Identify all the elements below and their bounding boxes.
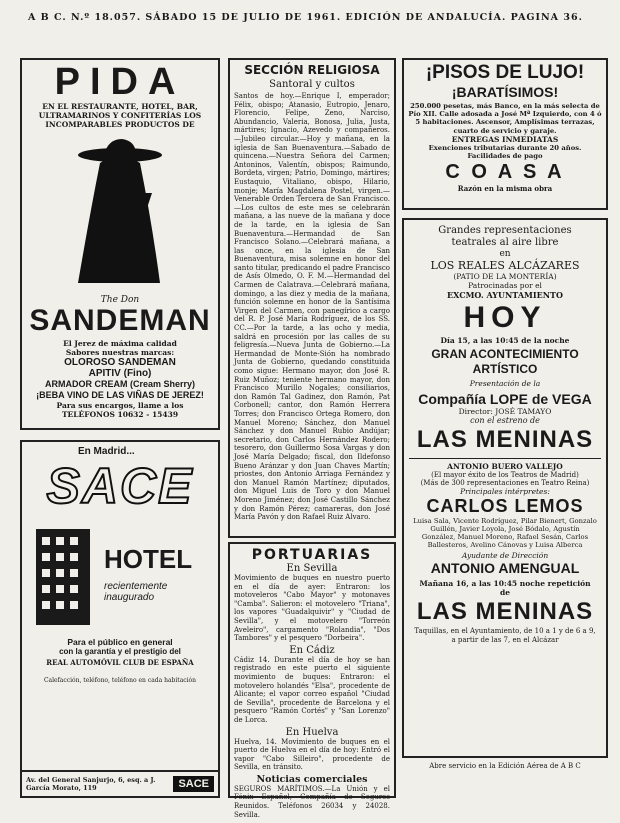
theatre-venue-sub: (PATIO DE LA MONTERÍA)	[453, 272, 557, 281]
sace-city: En Madrid...	[78, 446, 135, 457]
pisos-exenciones: Exenciones tributarias durante 20 años. Facilidades de pago	[428, 143, 582, 160]
sandeman-brand: SANDEMAN	[29, 304, 211, 337]
the-don-label: The Don	[100, 295, 140, 305]
theatre-play-2: LAS MENINAS	[416, 598, 594, 625]
hotel-building-image	[28, 519, 98, 629]
theatre-venue: LOS REALES ALCÁZARES	[430, 259, 580, 272]
theatre-asistente: ANTONIO AMENGUAL	[430, 560, 580, 576]
don-silhouette-image	[60, 133, 180, 293]
portuarias-section	[228, 542, 396, 819]
pisos-title: ¡PISOS DE LUJO!	[425, 62, 585, 83]
portuarias-title: PORTUARIAS	[251, 547, 373, 563]
religious-subtitle: Santoral y cultos	[269, 79, 355, 90]
sace-address: Av. del General Sanjurjo, 6, esq. a J. García Morato, 119	[26, 776, 156, 792]
theatre-actor: CARLOS LEMOS	[426, 496, 584, 516]
hotel-sub1: recientemente	[104, 581, 168, 592]
theatre-ayto: EXCMO. AYUNTAMIENTO	[447, 290, 563, 300]
sandeman-product-1: OLOROSO SANDEMAN	[64, 357, 176, 368]
theatre-gran: GRAN ACONTECIMIENTO ARTÍSTICO	[431, 347, 579, 376]
theatre-reps: (Más de 300 representaciones en Teatro Reina)	[420, 479, 590, 487]
news-text: SEGUROS MARÍTIMOS.—La Unión y el Fénix Español, Compañía de Seguros Reunidos. Teléfonos 26034 y 24028. Sevilla.	[234, 784, 390, 819]
theatre-director: Director: JOSÉ TAMAYO	[458, 407, 552, 416]
sandeman-orders: Para sus encargos, llame a los TELÉFONOS 10632 - 15439	[56, 401, 184, 419]
sace-hotel-ad	[20, 440, 220, 798]
sace-badge: SACE	[173, 776, 214, 792]
pisos-entregas: ENTREGAS INMEDIATAS	[451, 134, 559, 144]
theatre-cast: Luisa Sala, Vicente Rodríguez, Pilar Bienert, Gonzalo Guillén, Javier Loyola, José Bódalo, Agustín González, Manuel Moreno, Rafael Sesán, Carlos Ballesteros, Avelino Cánovas y Luisa Alberca	[413, 517, 597, 549]
hotel-title: HOTEL	[104, 544, 193, 574]
don-cape	[78, 159, 160, 284]
sace-club: REAL AUTOMÓVIL CLUB DE ESPAÑA	[46, 658, 194, 667]
pida-headline: PIDA	[54, 61, 186, 103]
theatre-tickets: Taquillas, en el Ayuntamiento, de 10 a 1 y de 6 a 9, a partir de las 7, en el Alcázar	[414, 627, 596, 644]
sandeman-product-2: APITIV (Fino)	[88, 368, 152, 379]
theatre-en: en	[499, 249, 511, 259]
pisos-ad	[402, 58, 608, 210]
sandeman-line1: El Jerez de máxima calidad	[63, 339, 177, 348]
religious-text: Santos de hoy.—Enrique I, emperador; Félix, obispo; Atanasio, Eutropio, Jenaro, Florencio, Felipe, Zeno, Narciso, Abundancio, Valeria, Bonosa, Julia, Justa, mártires; Ignacio, Azevedo y compañeros.—Jubileo circular.—Hoy y mañana, en la iglesia de San Buenaventura.—Sabado de quincena.—Nuestra Señora del Carmen; Antoninos, Valentín, obispos; Raimundo, Bordeta, virgen; Patrio, Domingo, mártires; Eustaquio, Vitaliano, obispo, Hilario, monje; María Magdalena Postel, virgen.—Venerable Orden Tercera de San Francisco.—Los cultos de este mes se celebrarán mañana, a las nueve de la mañana y doce de la tarde, en la iglesia de San Buenaventura.—Hermandad de San Francisco Solano.—Celebrará mañana, a las once, en la iglesia de San Buenaventura, misa solemne en honor del santo titular, predicando el padre Francisco de Asís Olmedo, O. F. M.—Hermandad del Carmen de Calatrava.—Celebrará mañana, domingo, a las diez y media de la mañana, función solemne en honor de la Santísima Virgen del Carmen, con panegírico a cargo del R. P. José María Rodríguez, de los SS. CC.—Por la tarde, a las ocho y media, saldrá en procesión por las calles de su feligresía.—Nueva Junta de Gobierno.—La Hermandad de Monte-Sión ha nombrado Junta de Gobierno, quedando constituida como sigue: Hermano mayor, don José R. Ruiz Muñoz; teniente hermano mayor, don Francisco Murillo Nogales; consiliarios, don Ramón Tal Gadinez, don Ramón, Pat Corbonell; cantor, don Ramón Herrera Torres; don Francisco Ortega Romero, don Manuel Moreno; Sánchez, don Manuel Sánchez y don Manuel Rubio Andújar; secretario, don Carlos Hernández Rodero; tesorero, don Guillermo Sosa Vargas y don José María Delgado; fiscal, don Ildefonso Bueno Aránzar y don Juan Chaves Martín; priostes, don Antonio Arriaga Fernández y don Manuel Ramón Martínez; diputados, don Miguel Luis de Toro y don Manuel Moreno Jiménez; don José Castillo Sánchez y don Ramón Pérez; camareras, don José María Pavón y don Rafael Ruiz Alvaro.	[234, 92, 390, 522]
theatre-hoy: HOY	[463, 301, 547, 334]
sace-line2: con la garantía y el prestigio del	[59, 647, 181, 656]
sandeman-line2: Sabores nuestras marcas:	[65, 348, 175, 357]
theatre-play-1: LAS MENINAS	[416, 426, 594, 453]
don-hat-crown	[104, 139, 136, 155]
coasa-company: C O A S A	[445, 160, 565, 183]
theatre-patron: Patrocinadas por el	[468, 281, 542, 290]
theatre-author: ANTONIO BUERO VALLEJO	[447, 462, 563, 471]
religious-section	[228, 58, 396, 538]
theatre-presentacion: Presentación de la	[469, 379, 541, 388]
sandeman-slogan: ¡BEBA VINO DE LAS VIÑAS DE JEREZ!	[36, 390, 204, 400]
theatre-company: Compañía LOPE de VEGA	[418, 391, 592, 407]
middle-column	[228, 58, 396, 819]
sevilla-text: Movimiento de buques en nuestro puerto en el día de ayer: Entraron: los motoveleros "Cabo Mayor" y motonaves "Camba". Salieron: el motovelero "Triana", los vapores "Guadalquivir" y "Ciudad de Sevilla", y el motovelero "Torreón Aveleiro", cargamento "Rolandia", "Dos Tambores" y el pesquero "Dorbeira".	[234, 574, 390, 643]
sevilla-title: En Sevilla	[286, 563, 338, 574]
sace-logo: SACE	[46, 458, 194, 514]
right-column	[402, 58, 608, 770]
theatre-ayudante: Ayudante de Dirección	[461, 551, 549, 560]
theatre-intro: Grandes representaciones teatrales al aire libre	[438, 225, 572, 248]
theatre-principal: Principales intérpretes:	[460, 487, 550, 496]
news-title: Noticias comerciales	[256, 773, 368, 785]
sandeman-intro: EN EL RESTAURANTE, HOTEL, BAR, ULTRAMARINOS Y CONFITERÍAS LOS INCOMPARABLES PRODUCTOS DE	[38, 102, 202, 129]
sace-line1: Para el público en general	[67, 637, 173, 647]
theatre-estreno: con el estreno de	[470, 416, 540, 425]
hotel-sub2: inaugurado	[104, 592, 155, 603]
page-header: A B C. N.º 18.057. SÁBADO 15 DE JULIO DE 1961. EDICIÓN DE ANDALUCÍA. PAGINA 36.	[28, 12, 583, 23]
footer-note: Abre servicio en la Edición Aérea de A B C	[429, 762, 581, 770]
pisos-subtitle: ¡BARATÍSIMOS!	[451, 84, 559, 100]
theatre-manana: Mañana 16, a las 10:45 noche repetición de	[419, 579, 591, 597]
sace-small: Calefacción, teléfono, teléfono en cada habitación	[43, 677, 197, 684]
theatre-exito: (El mayor éxito de los Teatros de Madrid)	[431, 471, 579, 479]
sandeman-ad	[20, 58, 220, 430]
huelva-title: En Huelva	[285, 726, 339, 738]
sandeman-product-3: ARMADOR CREAM (Cream Sherry)	[44, 379, 196, 389]
theatre-ad	[402, 218, 608, 758]
religious-title: SECCIÓN RELIGIOSA	[244, 63, 380, 77]
cadiz-text: Cádiz 14. Durante el día de hoy se han registrado en este puerto el siguiente movimiento de buques: Entraron: el motovelero holandés "Elsa", procedente de Alicante; el vapor correo español "Ciudad de Sevilla", procedente de Barcelona y el pesquero "Ramón Cortés" y "San Lorenzo" de Lorca.	[234, 655, 390, 724]
cadiz-title: En Cádiz	[289, 644, 335, 656]
theatre-date: Día 15, a las 10:45 de la noche	[440, 336, 570, 345]
pisos-contact: Razón en la misma obra	[457, 183, 553, 193]
huelva-text: Huelva, 14. Movimiento de buques en el puerto de Huelva en el día de hoy: Entró el vapor "Cabo Silleiro", procedente de Sevilla, en tránsito.	[234, 737, 390, 772]
pisos-text: 250.000 pesetas, más Banco, en la más selecta de Pío XII. Calle adosada a José Mª Izquierdo, con 4 ó 5 habitaciones. Ascensor, Amplísimas terrazas, cuarto de servicio y garaje.	[408, 102, 602, 135]
